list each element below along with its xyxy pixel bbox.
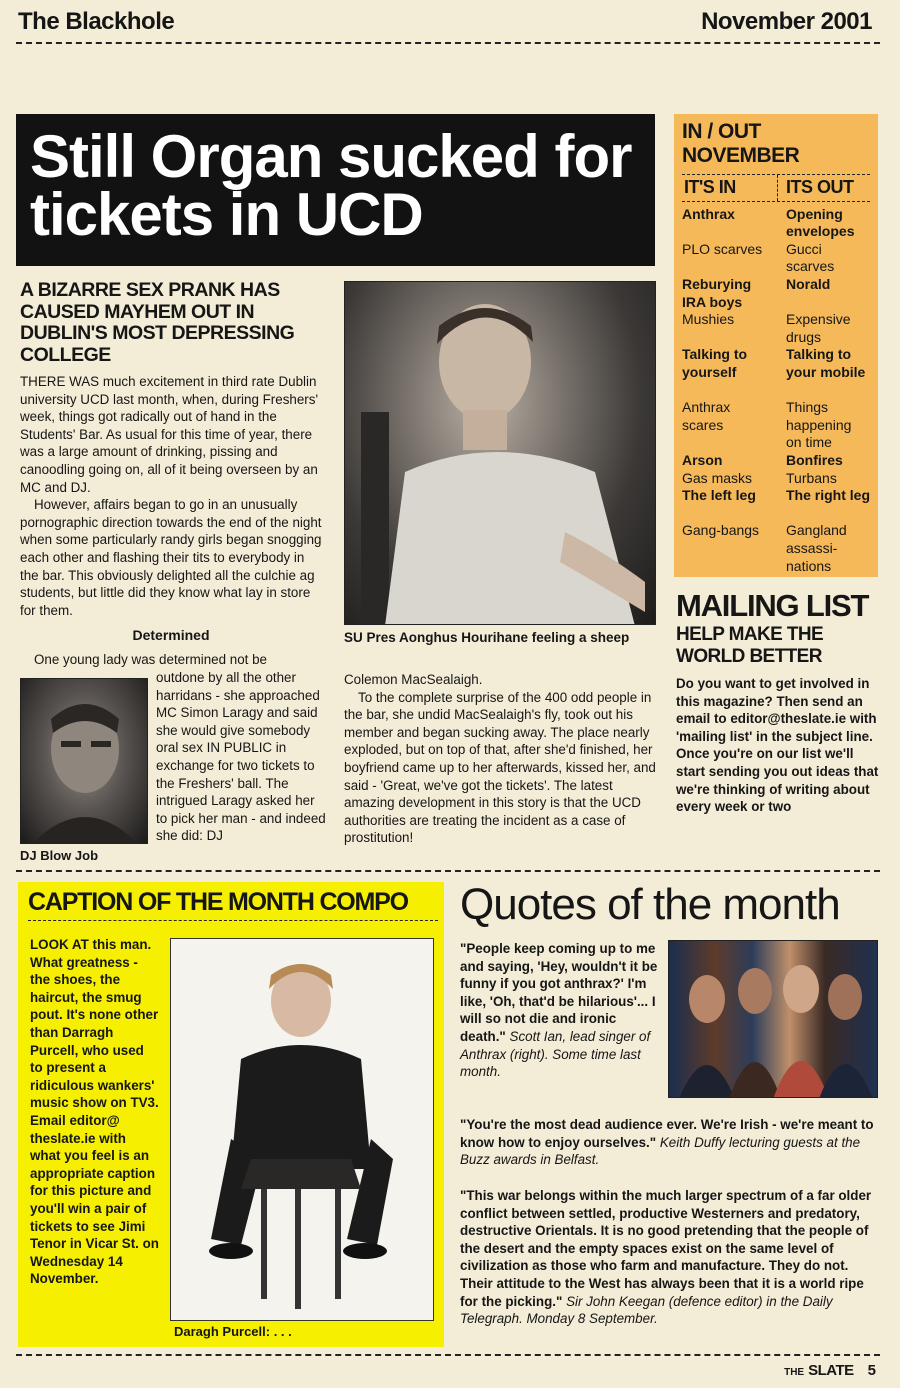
- in-out-row: [682, 311, 870, 346]
- quote-1-attribution: Scott Ian, lead singer of Anthrax (right). Some time last month.: [460, 1028, 651, 1080]
- article-paragraph-2: However, affairs began to go in an unusually pornographic direction towards the end of the night when some particularly randy girls began snogging each other and flashing their tits to everybody in the bar. This obviously delighted all the culchie ag students, but little did they know what lay in store for them.: [20, 497, 322, 618]
- out-item: Expensive drugs: [786, 311, 851, 345]
- in-column: [682, 175, 776, 201]
- caption-compo-title: CAPTION OF THE MONTH COMPO: [28, 888, 408, 916]
- out-item: Opening envelopes: [786, 205, 855, 240]
- dj-photo-illustration: [21, 679, 148, 844]
- dj-photo-caption: DJ Blow Job: [20, 848, 99, 863]
- in-item: Arson: [682, 451, 723, 468]
- article-wrap-text: outdone by all the other harridans - she approached MC Simon Laragy and said she would give somebody oral sex IN PUBLIC in exchange for two tickets to the Freshers' ball. The intrigued Laragy asked her to pick her man - and indeed she did: DJ: [156, 670, 326, 844]
- article-column-2: [344, 671, 656, 847]
- headline-box: [16, 114, 655, 266]
- darragh-purcell-illustration: [171, 939, 433, 1320]
- in-out-row: [682, 346, 870, 399]
- in-out-box: [674, 114, 878, 577]
- in-out-row: [682, 276, 870, 311]
- page-number: 5: [867, 1362, 876, 1379]
- in-item: Gas masks: [682, 469, 753, 486]
- caption-compo-title-divider: [28, 920, 438, 921]
- in-out-row: [682, 452, 870, 470]
- quote-2-attribution: Keith Duffy lecturing guests at the Buzz awards in Belfast.: [460, 1134, 861, 1168]
- in-out-row: [682, 522, 870, 575]
- in-item: The left leg: [682, 487, 756, 504]
- footer-brand: [784, 1362, 876, 1379]
- in-out-header-divider: [682, 201, 870, 202]
- headline: Still Organ sucked for tickets in UCD: [30, 123, 632, 248]
- darragh-purcell-photo-label: Daragh Purcell: . . .: [174, 1324, 292, 1339]
- article-paragraph-1: THERE WAS much excitement in third rate Dublin university UCD last month, when, during Freshers' week, things got radically out of hand in the Students' Bar. As usual for this time of year, there was a large amount of drinking, pissing and canoodling going on, all of it being overseen by an MC and DJ.: [20, 374, 319, 495]
- section-divider: [16, 870, 880, 872]
- article-crosshead: Determined: [132, 627, 210, 644]
- issue-date: November 2001: [701, 8, 872, 35]
- mailing-list-text: Do you want to get involved in this magazine? Then send an email to editor@theslate.ie with 'mailing list' in the subject line. Once you're on our list we'll start sending you out ideas that we're thinking of writing about every week or two: [676, 676, 879, 815]
- footer-brand-slate: SLATE: [808, 1362, 854, 1379]
- out-item: Turbans: [786, 469, 837, 486]
- publication-name: The Blackhole: [18, 8, 175, 35]
- out-item: Gangland assassi-nations: [786, 522, 847, 574]
- article-paragraph-3-continued: Colemon MacSealaigh.: [344, 672, 483, 687]
- out-item: The right leg: [786, 487, 870, 504]
- in-item: Reburying IRA boys: [682, 275, 752, 310]
- out-item: Things happening on time: [786, 399, 852, 451]
- header-divider: [16, 42, 880, 44]
- out-item: Bonfires: [786, 451, 843, 468]
- anthrax-band-photo: [668, 940, 878, 1098]
- out-item: Gucci scarves: [786, 240, 835, 275]
- su-president-illustration: [345, 282, 656, 625]
- in-out-columns: [682, 175, 870, 201]
- article-paragraph-3-start: One young lady was determined not be: [34, 651, 267, 667]
- in-column-header: IT'S IN: [684, 177, 736, 197]
- in-out-row: [682, 399, 870, 452]
- dj-photo: [20, 678, 148, 844]
- in-item: PLO scarves: [682, 240, 763, 257]
- in-out-row: [682, 470, 870, 488]
- darragh-purcell-photo: [170, 938, 434, 1321]
- caption-compo-text: LOOK AT this man. What greatness - the shoes, the haircut, the smug pout. It's none other than Darragh Purcell, who used to present a ridiculous wankers' music show on TV3. Email editor@ theslate.ie with what you feel is an appropriate caption for this picture and you'll win a pair of tickets to see Jimi Tenor in Vicar St. on Wednesday 14 November.: [30, 937, 159, 1287]
- footer-divider: [16, 1354, 880, 1356]
- in-item: Anthrax: [682, 205, 735, 222]
- mailing-list-subtitle: HELP MAKE THE WORLD BETTER: [676, 624, 824, 667]
- su-president-photo-caption: SU Pres Aonghus Hourihane feeling a sheep: [344, 630, 630, 645]
- quote-3: [460, 1187, 880, 1328]
- anthrax-band-illustration: [669, 941, 878, 1098]
- mailing-list-title: MAILING LIST: [676, 588, 869, 623]
- in-item: Gang-bangs: [682, 522, 760, 539]
- in-out-column-divider: [777, 175, 778, 201]
- quote-1: [460, 940, 662, 1081]
- out-column-header: ITS OUT: [786, 177, 854, 197]
- out-item: Talking to your mobile: [786, 346, 866, 380]
- in-out-row: [682, 241, 870, 276]
- in-out-row: [682, 206, 870, 241]
- in-out-title: IN / OUT NOVEMBER: [682, 120, 800, 167]
- article-paragraph-4: To the complete surprise of the 400 odd people in the bar, she undid MacSealaigh's fly, took out his member and began sucking away. The place nearly exploded, but on top of that, after she'd finished, her boyfriend came up to her afterwards, kissed her, and said - 'Great, we've got the tickets'. The latest amazing development in this story is that the UCD authorities are treating the incident as a case of prostitution!: [344, 689, 656, 846]
- su-president-photo: [344, 281, 656, 625]
- quote-2-text: "You're the most dead audience ever. We're Irish - we're meant to know how to enjoy ourselves.": [460, 1117, 874, 1150]
- in-item: Mushies: [682, 311, 735, 328]
- in-item: Talking to yourself: [682, 346, 748, 380]
- quotes-title: Quotes of the month: [460, 880, 840, 929]
- article-subhead: A BIZARRE SEX PRANK HAS CAUSED MAYHEM OUT IN DUBLIN'S MOST DEPRESSING COLLEGE: [20, 279, 295, 366]
- quote-2: [460, 1116, 880, 1169]
- footer-brand-the: THE: [784, 1367, 805, 1378]
- article-column-1: [20, 373, 322, 669]
- quote-1-text: "People keep coming up to me and saying, 'Hey, wouldn't it be funny if you got anthrax?' I'm like, 'Oh, that'd be hilarious'... I will so not die and ironic death.": [460, 941, 658, 1044]
- out-column: [776, 175, 870, 201]
- in-out-row: [682, 487, 870, 522]
- in-item: Anthrax scares: [682, 399, 731, 433]
- out-item: Norald: [786, 275, 831, 292]
- in-out-rows: [682, 206, 870, 576]
- quote-3-attribution: Sir John Keegan (defence editor) in the Daily Telegraph. Monday 8 September.: [460, 1293, 833, 1327]
- quote-3-text: "This war belongs within the much larger spectrum of a far older conflict between settled, productive Westerners and predatory, destructive Orientals. It is no good pretending that the people of the desert and the empty spaces exist on the same level of civilization as those who farm and manufacture. They do not. Their attitude to the West has always been that it is a world ripe for the picking.": [460, 1188, 872, 1309]
